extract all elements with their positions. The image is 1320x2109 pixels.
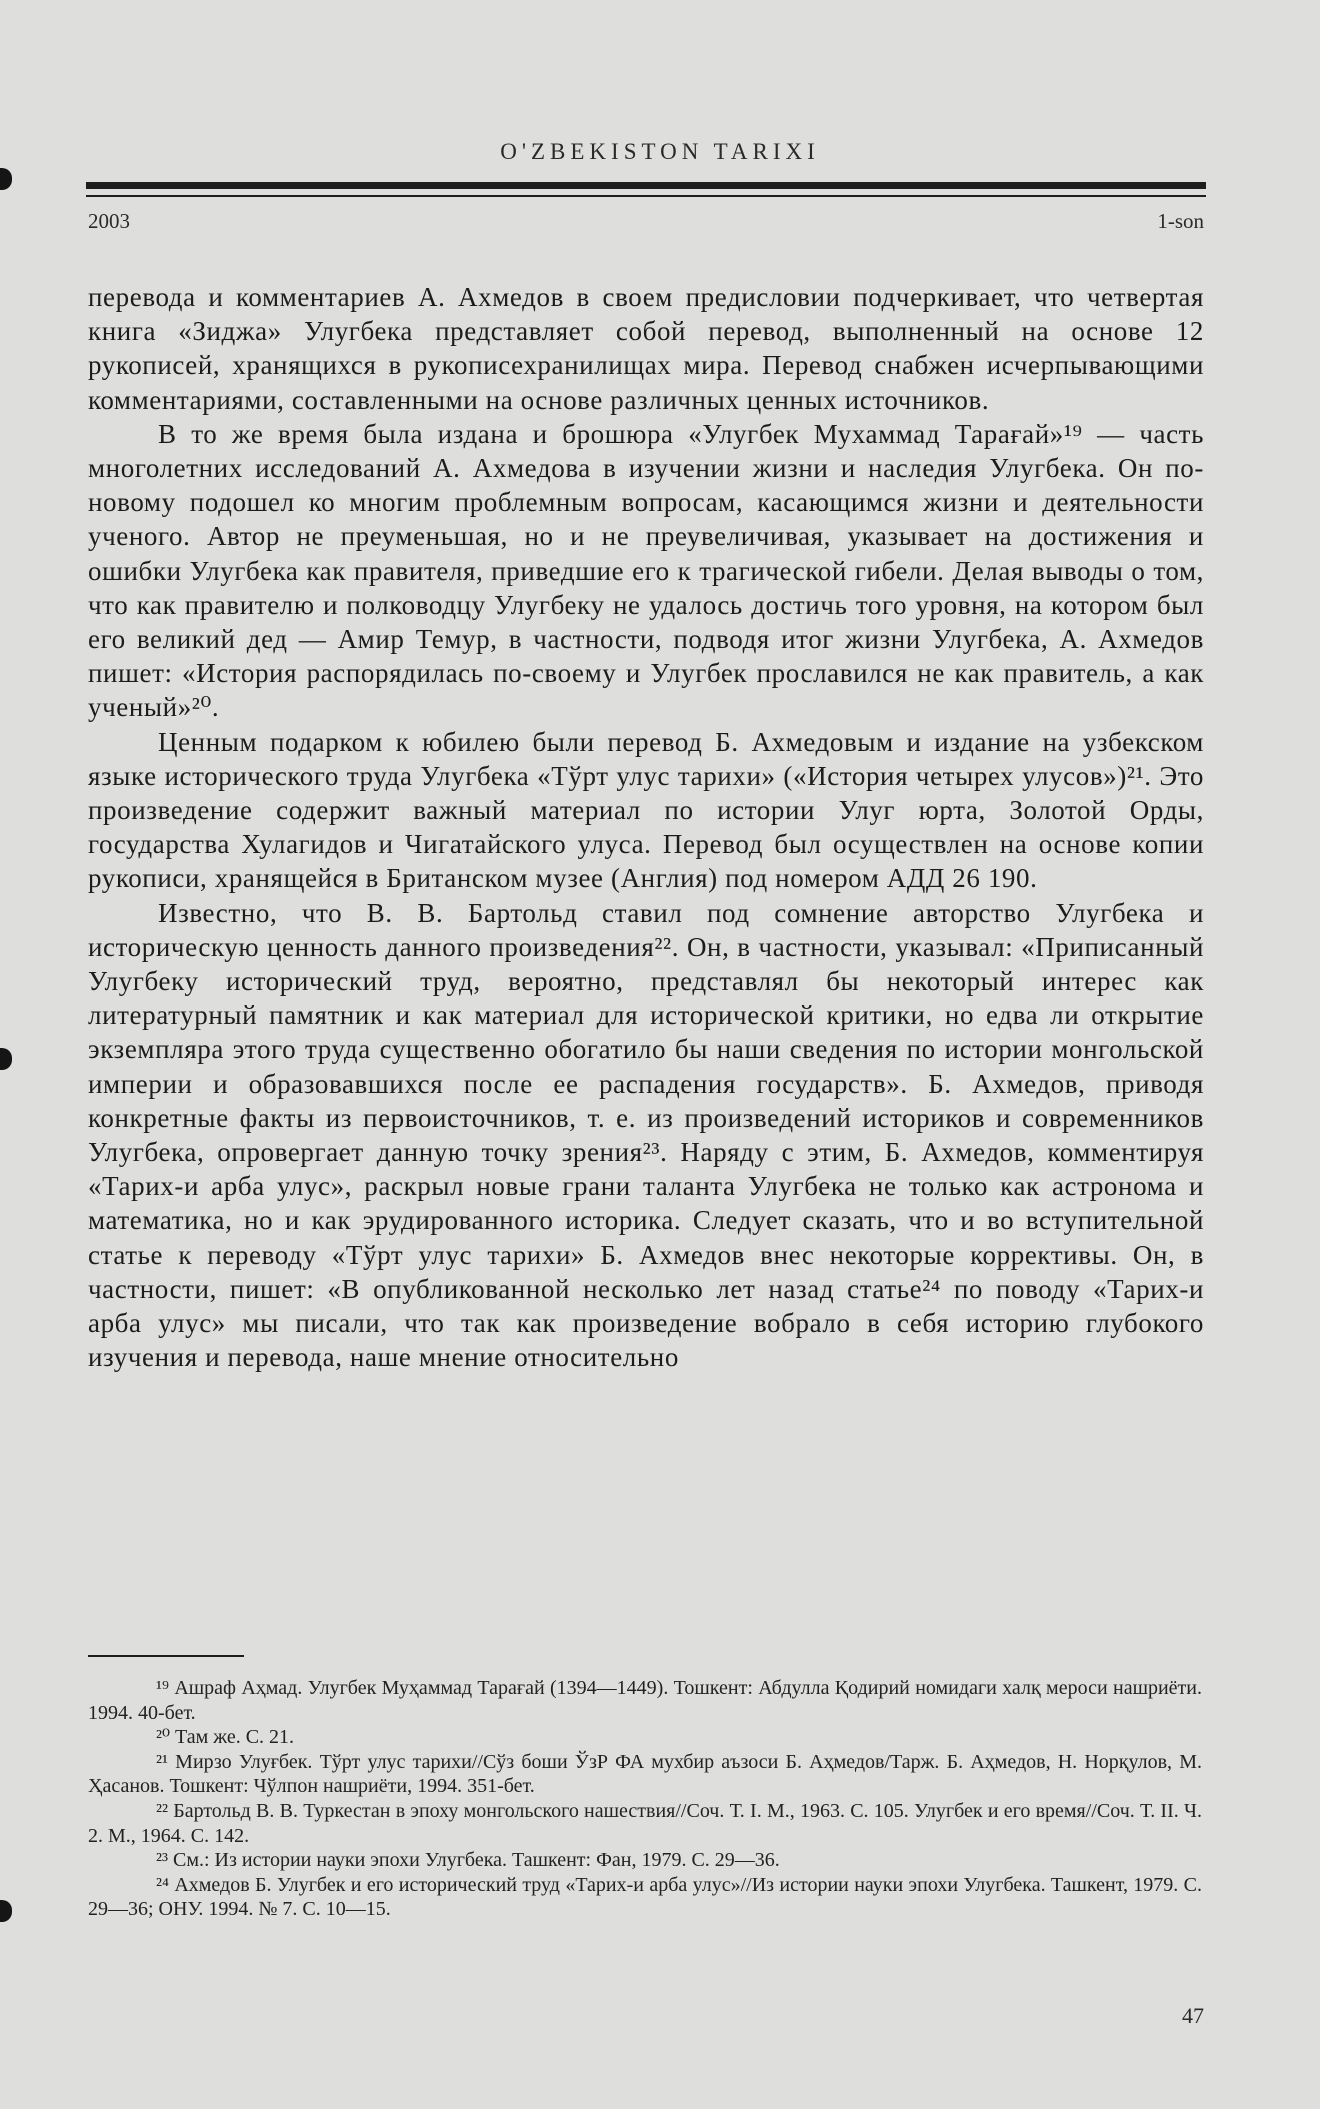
footnote: ¹⁹ Ашраф Аҳмад. Улугбек Муҳаммад Тарағай (1394—1449). Тошкент: Абдулла Қодирий номидаги халқ мероси нашриёти. 1994. 40-бет.: [88, 1677, 1202, 1724]
journal-title: O'ZBEKISTON TARIXI: [500, 139, 820, 164]
footnote: ²⁰ Там же. С. 21.: [156, 1726, 295, 1749]
footnote-separator: [88, 1655, 244, 1657]
footnote: ²¹ Мирзо Улуғбек. Тўрт улус тарихи//Сўз боши ЎзР ФА мухбир аъзоси Б. Аҳмедов/Тарж. Б. Аҳмедов, Н. Норқулов, М. Ҳасанов. Тошкент: Чўлпон нашриёти, 1994. 351-бет.: [88, 1750, 1202, 1798]
page-number: 47: [1182, 2003, 1204, 2028]
header-rule-thick: [86, 182, 1206, 189]
punch-hole-mark: [0, 1900, 12, 1922]
header-year: 2003: [88, 209, 130, 233]
header-issue: 1-son: [1157, 209, 1204, 233]
body-paragraph: Известно, что В. В. Бартольд ставил под сомнение авторство Улугбека и историческую ценность данного произведения²². Он, в частности, указывал: «Приписанный Улугбеку исторический труд, вероятно, представлял бы некоторый интерес как литературный памятник и как материал для исторической критики, но едва ли открытие экземпляра этого труда существенно обогатило бы наши сведения по истории монгольской империи и образовавшихся после ее распадения государств». Б. Ахмедов, приводя конкретные факты из первоисточников, т. е. из произведений историков и современников Улугбека, опровергает данную точку зрения²³. Наряду с этим, Б. Ахмедов, комментируя «Тарих-и арба улус», раскрыл новые грани таланта Улугбека не только как астронома и математика, но и как эрудированного историка. Следует сказать, что и во вступительной статье к переводу «Тўрт улус тарихи» Б. Ахмедов внес некоторые коррективы. Он, в частности, пишет: «В опубликованной несколько лет назад статье²⁴ по поводу «Тарих-и арба улус» мы писали, что так как произведение вобрало в себя историю глубокого изучения и перевода, наше мнение относительно: [88, 897, 1204, 1373]
footnote: ²³ См.: Из истории науки эпохи Улугбека. Ташкент: Фан, 1979. С. 29—36.: [156, 1849, 780, 1872]
footnote: ²⁴ Ахмедов Б. Улугбек и его исторический труд «Тарих-и арба улус»//Из истории науки эпохи Улугбека. Ташкент, 1979. С. 29—36; ОНУ. 1994. № 7. С. 10—15.: [88, 1873, 1202, 1921]
body-paragraph: Ценным подарком к юбилею были перевод Б. Ахмедовым и издание на узбекском языке исторического труда Улугбека «Тўрт улус тарихи» («История четырех улусов»)²¹. Это произведение содержит важный материал по истории Улуг юрта, Золотой Орды, государства Хулагидов и Чигатайского улуса. Перевод был осуществлен на основе копии рукописи, хранящейся в Британском музее (Англия) под номером АДД 26 190.: [88, 726, 1204, 894]
footnotes: [88, 1676, 1202, 1922]
article-body: [88, 280, 1204, 1375]
body-paragraph: перевода и комментариев А. Ахмедов в своем предисловии подчеркивает, что четвертая книга «Зиджа» Улугбека представляет собой перевод, выполненный на основе 12 рукописей, хранящихся в рукописехранилищах мира. Перевод снабжен исчерпывающими комментариями, составленными на основе различных ценных источников.: [88, 282, 1204, 415]
header-rule-thin: [86, 195, 1206, 197]
punch-hole-mark: [0, 1048, 12, 1070]
footnote: ²² Бартольд В. В. Туркестан в эпоху монгольского нашествия//Соч. Т. I. М., 1963. С. 105. Улугбек и его время//Соч. Т. II. Ч. 2. М., 1964. С. 142.: [88, 1799, 1202, 1847]
body-paragraph: В то же время была издана и брошюра «Улугбек Мухаммад Тарағай»¹⁹ — часть многолетних исследований А. Ахмедова в изучении жизни и наследия Улугбека. Он по-новому подошел ко многим проблемным вопросам, касающимся жизни и деятельности ученого. Автор не преуменьшая, но и не преувеличивая, указывает на достижения и ошибки Улугбека как правителя, приведшие его к трагической гибели. Делая выводы о том, что как правителю и полководцу Улугбеку не удалось достичь того уровня, на котором был его великий дед — Амир Темур, в частности, подводя итог жизни Улугбека, А. Ахмедов пишет: «История распорядилась по-своему и Улугбек прославился не как правитель, а как ученый»²⁰.: [88, 418, 1204, 723]
punch-hole-mark: [0, 168, 12, 190]
